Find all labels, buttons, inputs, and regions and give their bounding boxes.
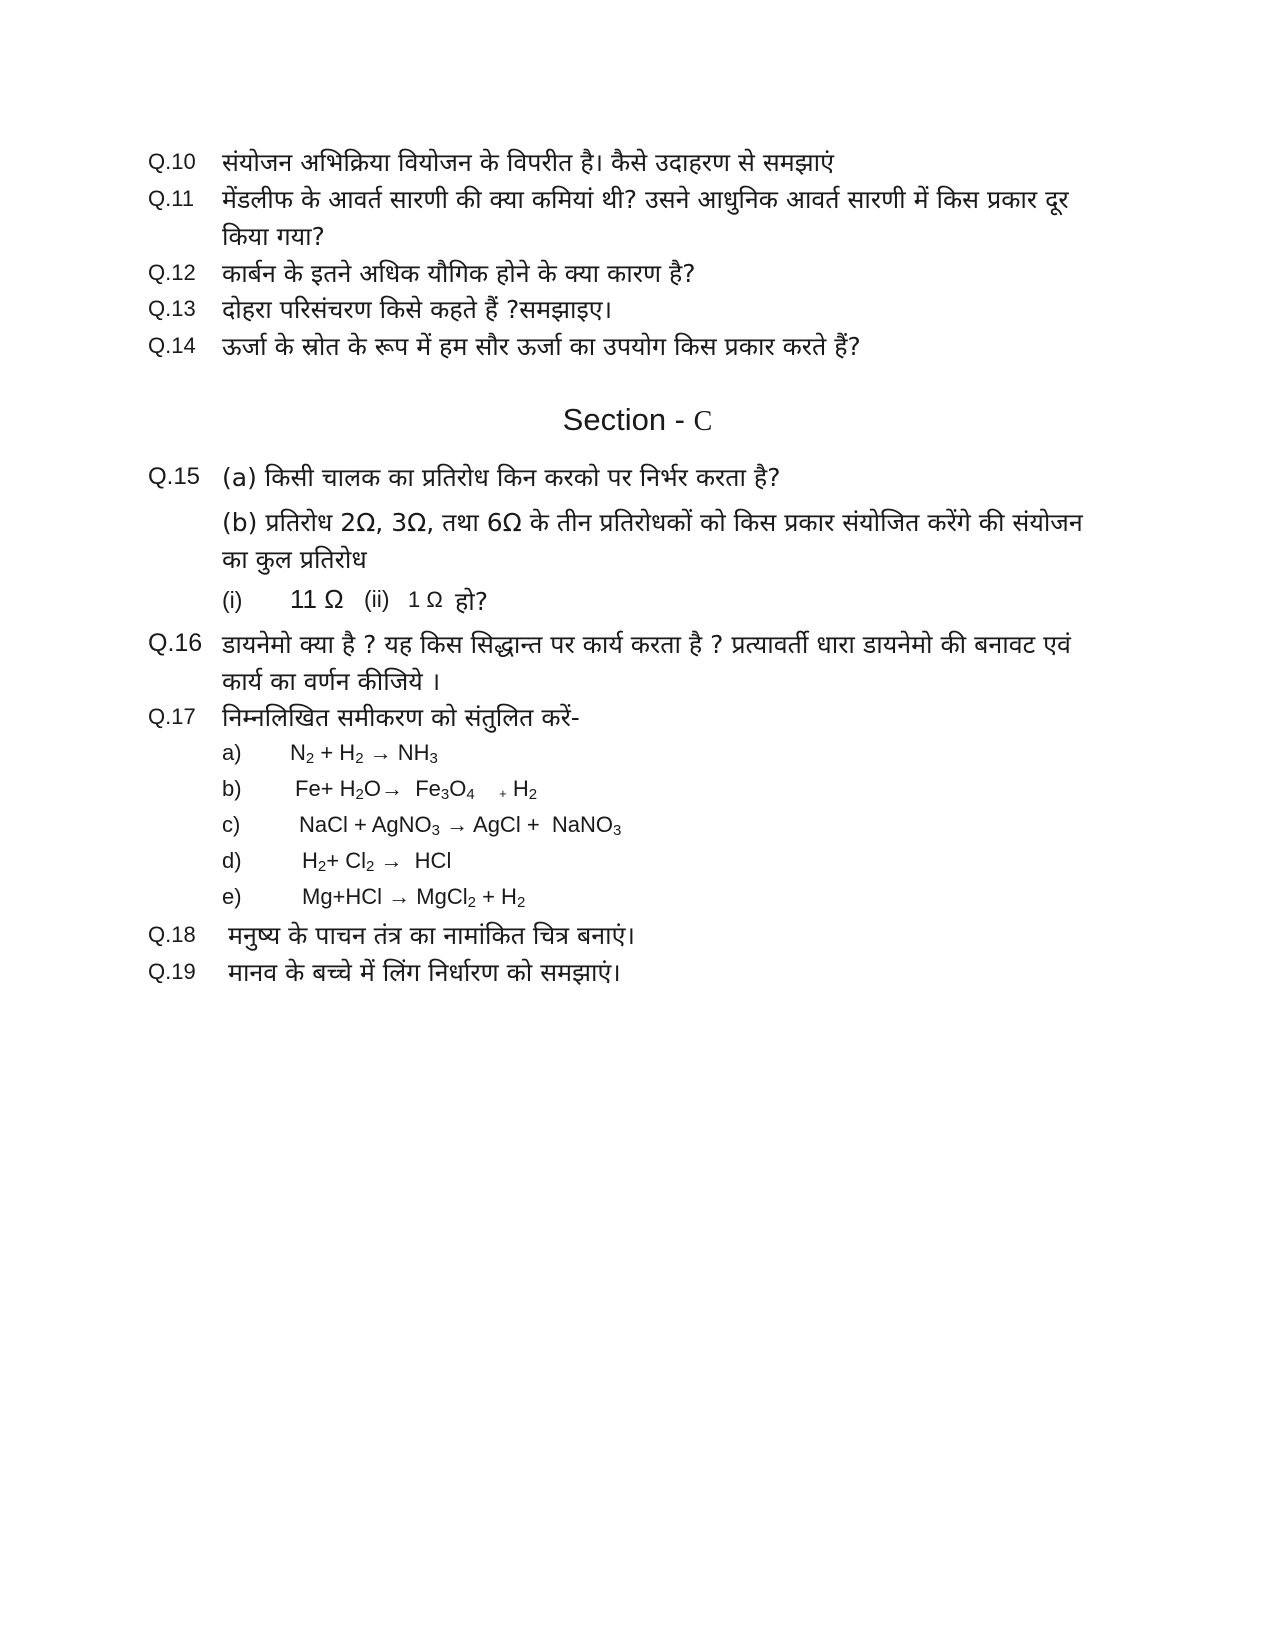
- equation: Mg+HCl → MgCl$_2$ + $H_2$: [302, 884, 526, 911]
- equation: $Fe+ H_2O\to Fe_3O_4$ + $H_2$: [295, 776, 538, 803]
- section-heading-letter: C: [693, 406, 713, 437]
- section-heading-prefix: Section -: [562, 402, 694, 437]
- equation: NaCl + AgNO$_3$ → AgCl + NaNO$_3$: [299, 812, 622, 839]
- question-number: Q.12: [148, 260, 196, 285]
- question-text: निम्नलिखित समीकरण को संतुलित करें-: [222, 703, 580, 732]
- equation: $N_2 + H_2 \to NH_3$: [290, 740, 438, 767]
- equation-label: e): [222, 884, 242, 909]
- question-part-a: [222, 460, 780, 494]
- question-text: दोहरा परिसंचरण किसे कहते हैं ?समझाइए।: [222, 295, 613, 324]
- question-number: Q.16: [148, 629, 203, 657]
- part-label: (b): [222, 508, 266, 537]
- question-number: Q.15: [148, 463, 201, 490]
- question-text-continued: कार्य का वर्णन कीजिये ।: [222, 667, 441, 696]
- question-text: मनुष्य के पाचन तंत्र का नामांकित चित्र बनाएं।: [228, 921, 635, 950]
- question-part-b: [222, 505, 1083, 539]
- equation-label: d): [222, 848, 242, 873]
- question-number: Q.19: [148, 959, 196, 984]
- question-number: Q.14: [148, 333, 196, 358]
- question-text: डायनेमो क्या है ? यह किस सिद्धान्त पर कार्य करता है ? प्रत्यावर्ती धारा डायनेमो की बनावट एवं: [222, 630, 1071, 659]
- question-text: ऊर्जा के स्रोत के रूप में हम सौर ऊर्जा का उपयोग किस प्रकार करते हैं?: [222, 332, 861, 361]
- equation-label: b): [222, 776, 242, 801]
- part-text: किसी चालक का प्रतिरोध किन करको पर निर्भर करता है?: [264, 463, 781, 492]
- option-value-ii: 1 Ω: [408, 587, 443, 612]
- equation: $H_2+ Cl_2$ → HCl: [302, 848, 452, 875]
- question-text: मेंडलीफ के आवर्त सारणी की क्या कमियां थी? उसने आधुनिक आवर्त सारणी में किस प्रकार दूर: [222, 185, 1069, 214]
- option-value-i: 11 Ω: [290, 584, 344, 614]
- part-label: (a): [222, 463, 265, 492]
- question-number: Q.11: [148, 186, 195, 211]
- option-label-i: (i): [222, 587, 243, 613]
- section-heading: [0, 402, 1275, 438]
- equation-label: a): [222, 740, 242, 765]
- part-text: प्रतिरोध 2Ω, 3Ω, तथा 6Ω के तीन प्रतिरोधकों को किस प्रकार संयोजित करेंगे की संयोजन: [265, 508, 1083, 537]
- option-suffix: हो?: [455, 587, 489, 616]
- question-text-continued: किया गया?: [222, 222, 325, 251]
- question-number: Q.17: [148, 704, 196, 729]
- question-number: Q.13: [148, 296, 196, 321]
- question-text: मानव के बच्चे में लिंग निर्धारण को समझाएं।: [228, 958, 621, 987]
- question-number: Q.10: [148, 149, 196, 174]
- question-number: Q.18: [148, 922, 196, 947]
- option-label-ii: (ii): [364, 586, 390, 612]
- question-text-continued: का कुल प्रतिरोध: [222, 545, 367, 574]
- question-text: संयोजन अभिक्रिया वियोजन के विपरीत है। कैसे उदाहरण से समझाएं: [222, 148, 834, 177]
- question-text: कार्बन के इतने अधिक यौगिक होने के क्या कारण है?: [222, 259, 696, 288]
- equation-label: c): [222, 812, 241, 837]
